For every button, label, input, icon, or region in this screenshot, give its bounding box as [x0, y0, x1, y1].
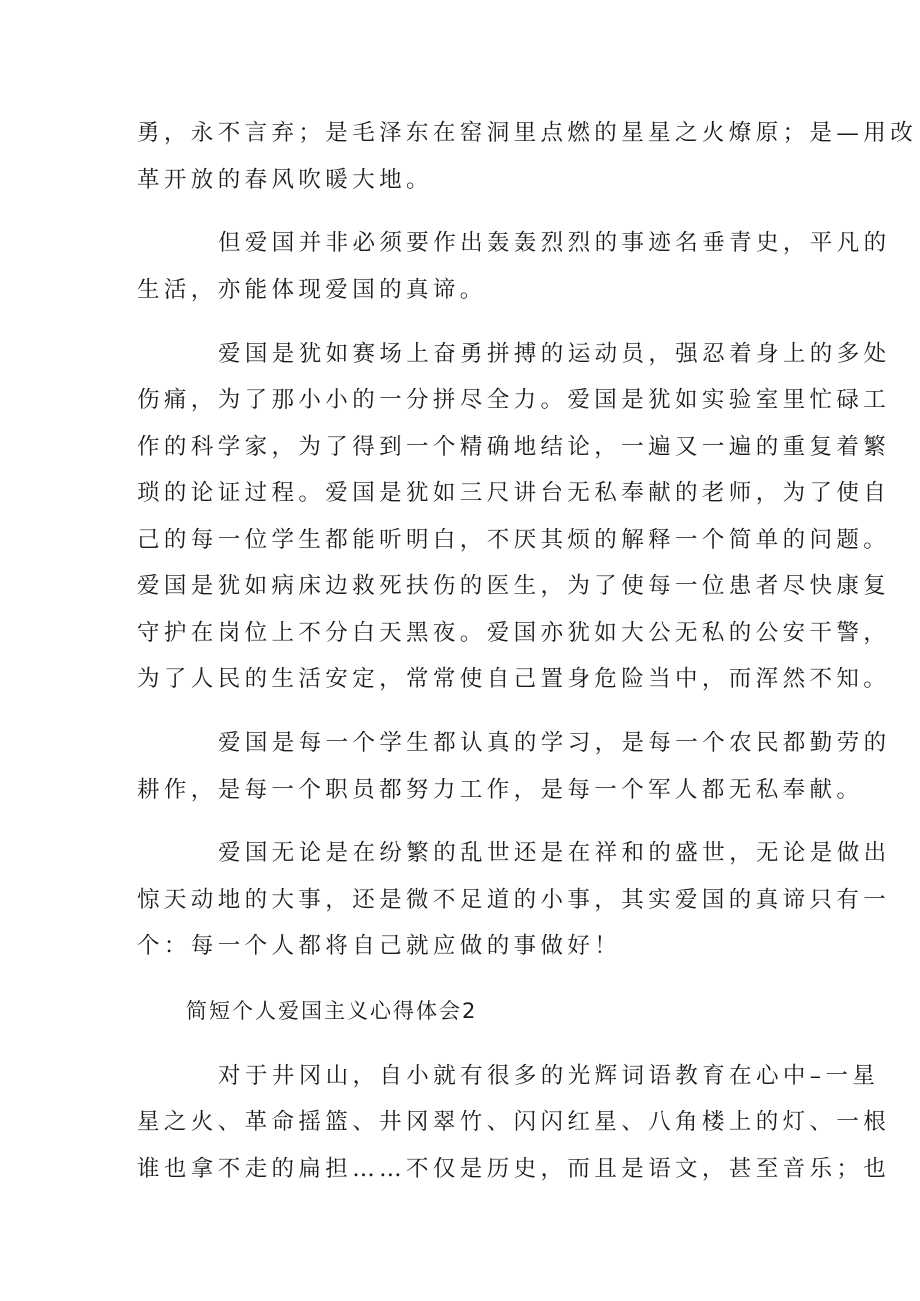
paragraph-line: 爱国无论是在纷繁的乱世还是在祥和的盛世，无论是做出	[218, 840, 891, 866]
paragraph-line: 星之火、革命摇篮、井冈翠竹、闪闪红星、八角楼上的灯、一根	[137, 1109, 891, 1135]
paragraph-line: 耕作，是每一个职员都努力工作，是每一个军人都无私奉献。	[137, 777, 864, 803]
paragraph-line: 伤痛，为了那小小的一分拼尽全力。爱国是犹如实验室里忙碌工	[137, 387, 891, 413]
paragraph-line: 生活，亦能体现爱国的真谛。	[137, 277, 487, 303]
paragraph-line: 惊天动地的大事，还是微不足道的小事，其实爱国的真谛只有一	[137, 887, 891, 913]
paragraph-line: 谁也拿不走的扁担……不仅是历史，而且是语文，甚至音乐；也	[137, 1156, 891, 1182]
paragraph-line: 己的每一位学生都能听明白，不厌其烦的解释一个简单的问题。	[137, 527, 891, 553]
paragraph-line: 革开放的春风吹暖大地。	[137, 167, 433, 193]
paragraph-line: 但爱国并非必须要作出轰轰烈烈的事迹名垂青史，平凡的	[218, 230, 891, 256]
paragraph-line: 对于井冈山，自小就有很多的光辉词语教育在心中–一星	[218, 1063, 880, 1089]
paragraph-line: 琐的论证过程。爱国是犹如三尺讲台无私奉献的老师，为了使自	[137, 480, 891, 506]
paragraph-line: 为了人民的生活安定，常常使自己置身危险当中，而浑然不知。	[137, 666, 891, 692]
paragraph-line: 爱国是犹如病床边救死扶伤的医生，为了使每一位患者尽快康复	[137, 573, 891, 599]
paragraph-line: 爱国是每一个学生都认真的学习，是每一个农民都勤劳的	[218, 730, 891, 756]
paragraph-line: 守护在岗位上不分白天黑夜。爱国亦犹如大公无私的公安干警，	[137, 620, 891, 646]
section-heading: 简短个人爱国主义心得体会2	[186, 999, 478, 1023]
paragraph-line: 勇，永不言弃；是毛泽东在窑洞里点燃的星星之火燎原；是—用改	[137, 120, 918, 146]
paragraph-line: 个：每一个人都将自己就应做的事做好！	[137, 933, 622, 959]
paragraph-line: 爱国是犹如赛场上奋勇拼搏的运动员，强忍着身上的多处	[218, 341, 891, 367]
paragraph-line: 作的科学家，为了得到一个精确地结论，一遍又一遍的重复着繁	[137, 434, 891, 460]
